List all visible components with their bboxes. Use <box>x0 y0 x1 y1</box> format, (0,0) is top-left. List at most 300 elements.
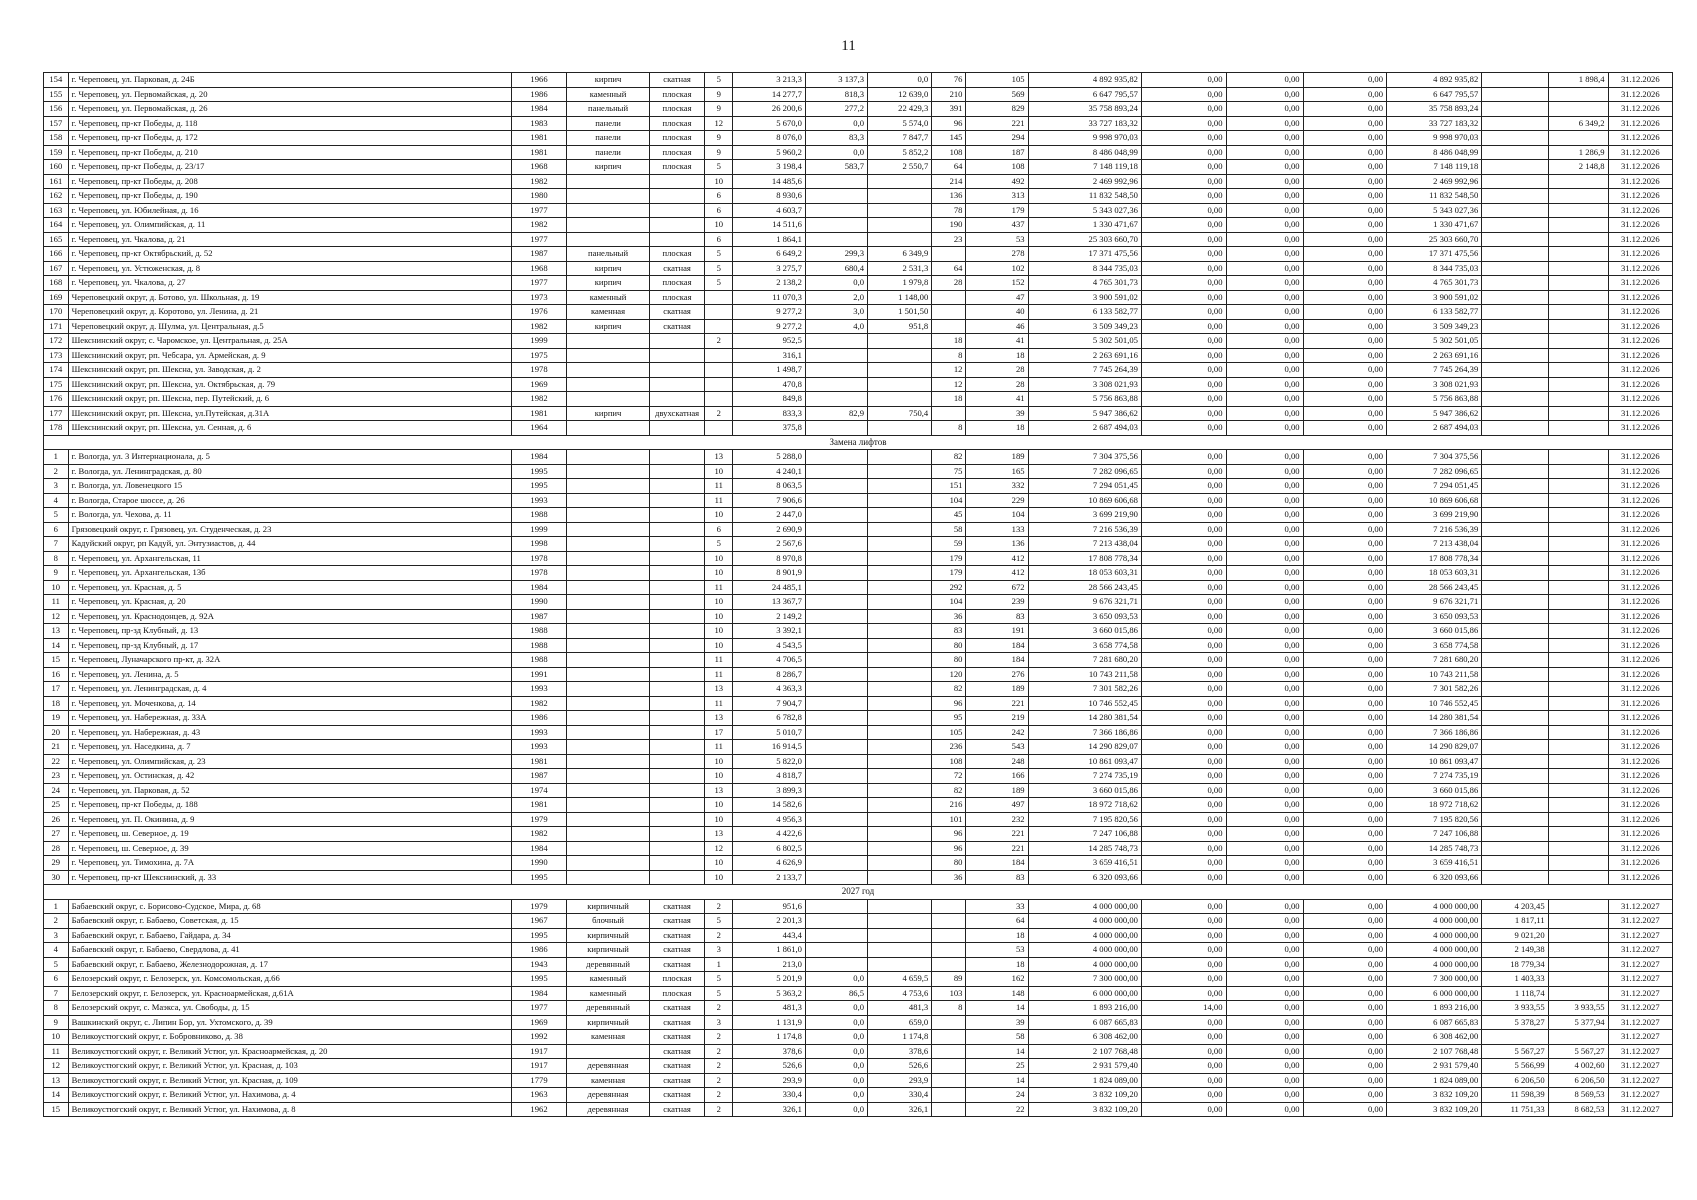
fund-share-cell: 0,00 <box>1141 609 1226 624</box>
wall-material-cell: панели <box>567 145 649 160</box>
total-area-cell: 4 956,3 <box>733 812 806 827</box>
total-area-cell: 3 275,7 <box>733 261 806 276</box>
wall-material-cell <box>567 174 649 189</box>
region-share-cell: 0,00 <box>1226 406 1303 421</box>
residents-count-cell: 332 <box>966 479 1028 494</box>
unit-cost-cell <box>1482 856 1548 871</box>
municipal-share-cell: 0,00 <box>1303 725 1386 740</box>
row-number-cell: 10 <box>44 1030 69 1045</box>
address-cell: Великоустюгский округ, г. Великий Устюг, ул. Красная, д. 109 <box>68 1073 511 1088</box>
region-share-cell: 0,00 <box>1226 696 1303 711</box>
address-cell: г. Вологда, ул. Ловенецкого 15 <box>68 479 511 494</box>
owners-funds-cell: 4 000 000,00 <box>1387 914 1482 929</box>
region-share-cell: 0,00 <box>1226 986 1303 1001</box>
year-built-cell: 1974 <box>511 783 567 798</box>
max-unit-cost-cell <box>1548 566 1608 581</box>
apartments-count-cell <box>932 319 966 334</box>
residential-area-cell <box>868 450 932 465</box>
residential-area-cell <box>868 609 932 624</box>
roof-type-cell <box>649 740 705 755</box>
residential-area-cell <box>868 783 932 798</box>
roof-type-cell <box>649 203 705 218</box>
unit-cost-cell <box>1482 203 1548 218</box>
max-unit-cost-cell <box>1548 493 1608 508</box>
municipal-share-cell: 0,00 <box>1303 1044 1386 1059</box>
floors-cell: 5 <box>705 73 733 88</box>
residents-count-cell: 248 <box>966 754 1028 769</box>
address-cell: г. Череповец, пр-зд Клубный, д. 13 <box>68 624 511 639</box>
owners-funds-cell: 4 000 000,00 <box>1387 928 1482 943</box>
region-share-cell: 0,00 <box>1226 928 1303 943</box>
max-unit-cost-cell <box>1548 711 1608 726</box>
floors-cell: 10 <box>705 566 733 581</box>
region-share-cell: 0,00 <box>1226 856 1303 871</box>
floors-cell: 5 <box>705 986 733 1001</box>
region-share-cell: 0,00 <box>1226 392 1303 407</box>
residents-count-cell: 64 <box>966 914 1028 929</box>
fund-share-cell: 0,00 <box>1141 87 1226 102</box>
residents-count-cell: 191 <box>966 624 1028 639</box>
total-cost-cell: 5 343 027,36 <box>1028 203 1141 218</box>
table-row <box>44 957 1673 972</box>
nonresidential-area-cell <box>805 334 867 349</box>
wall-material-cell: кирпич <box>567 261 649 276</box>
nonresidential-area-cell <box>805 508 867 523</box>
floors-cell: 10 <box>705 856 733 871</box>
nonresidential-area-cell: 4,0 <box>805 319 867 334</box>
unit-cost-cell <box>1482 261 1548 276</box>
total-cost-cell: 18 972 718,62 <box>1028 798 1141 813</box>
residential-area-cell <box>868 667 932 682</box>
roof-type-cell <box>649 798 705 813</box>
residential-area-cell <box>868 421 932 436</box>
nonresidential-area-cell <box>805 653 867 668</box>
owners-funds-cell: 8 344 735,03 <box>1387 261 1482 276</box>
residential-area-cell: 293,9 <box>868 1073 932 1088</box>
total-cost-cell: 3 659 416,51 <box>1028 856 1141 871</box>
address-cell: г. Череповец, ул. Устюженская, д. 8 <box>68 261 511 276</box>
table-row <box>44 856 1673 871</box>
unit-cost-cell <box>1482 711 1548 726</box>
row-number-cell: 155 <box>44 87 69 102</box>
region-share-cell: 0,00 <box>1226 1044 1303 1059</box>
table-row <box>44 406 1673 421</box>
residential-area-cell <box>868 203 932 218</box>
completion-date-cell: 31.12.2026 <box>1608 232 1672 247</box>
table-row <box>44 508 1673 523</box>
total-area-cell: 293,9 <box>733 1073 806 1088</box>
region-share-cell: 0,00 <box>1226 334 1303 349</box>
completion-date-cell: 31.12.2027 <box>1608 986 1672 1001</box>
total-cost-cell: 10 869 606,68 <box>1028 493 1141 508</box>
fund-share-cell: 0,00 <box>1141 754 1226 769</box>
max-unit-cost-cell: 4 002,60 <box>1548 1059 1608 1074</box>
nonresidential-area-cell: 83,3 <box>805 131 867 146</box>
residential-area-cell: 481,3 <box>868 1001 932 1016</box>
wall-material-cell <box>567 522 649 537</box>
unit-cost-cell <box>1482 1030 1548 1045</box>
wall-material-cell <box>567 566 649 581</box>
max-unit-cost-cell <box>1548 754 1608 769</box>
municipal-share-cell: 0,00 <box>1303 957 1386 972</box>
wall-material-cell <box>567 609 649 624</box>
table-row <box>44 740 1673 755</box>
roof-type-cell <box>649 841 705 856</box>
total-cost-cell: 4 000 000,00 <box>1028 914 1141 929</box>
unit-cost-cell: 5 567,27 <box>1482 1044 1548 1059</box>
completion-date-cell: 31.12.2027 <box>1608 1001 1672 1016</box>
apartments-count-cell <box>932 899 966 914</box>
year-built-cell: 1990 <box>511 856 567 871</box>
municipal-share-cell: 0,00 <box>1303 450 1386 465</box>
owners-funds-cell: 7 366 186,86 <box>1387 725 1482 740</box>
floors-cell: 2 <box>705 1102 733 1117</box>
owners-funds-cell: 2 687 494,03 <box>1387 421 1482 436</box>
municipal-share-cell: 0,00 <box>1303 1015 1386 1030</box>
fund-share-cell: 0,00 <box>1141 508 1226 523</box>
roof-type-cell <box>649 174 705 189</box>
wall-material-cell <box>567 696 649 711</box>
roof-type-cell: скатная <box>649 943 705 958</box>
municipal-share-cell: 0,00 <box>1303 899 1386 914</box>
row-number-cell: 158 <box>44 131 69 146</box>
address-cell: г. Череповец, пр-зд Клубный, д. 17 <box>68 638 511 653</box>
table-row <box>44 580 1673 595</box>
floors-cell: 13 <box>705 783 733 798</box>
fund-share-cell: 0,00 <box>1141 189 1226 204</box>
owners-funds-cell: 3 659 416,51 <box>1387 856 1482 871</box>
apartments-count-cell: 190 <box>932 218 966 233</box>
owners-funds-cell: 7 300 000,00 <box>1387 972 1482 987</box>
floors-cell: 5 <box>705 276 733 291</box>
row-number-cell: 6 <box>44 972 69 987</box>
fund-share-cell: 0,00 <box>1141 232 1226 247</box>
year-built-cell: 1986 <box>511 943 567 958</box>
owners-funds-cell: 3 509 349,23 <box>1387 319 1482 334</box>
fund-share-cell: 0,00 <box>1141 899 1226 914</box>
year-built-cell: 1969 <box>511 1015 567 1030</box>
total-cost-cell: 17 808 778,34 <box>1028 551 1141 566</box>
table-row <box>44 247 1673 262</box>
nonresidential-area-cell: 0,0 <box>805 1059 867 1074</box>
nonresidential-area-cell <box>805 551 867 566</box>
max-unit-cost-cell <box>1548 508 1608 523</box>
floors-cell: 10 <box>705 551 733 566</box>
address-cell: г. Череповец, Луначарского пр-кт, д. 32А <box>68 653 511 668</box>
total-cost-cell: 3 658 774,58 <box>1028 638 1141 653</box>
table-row <box>44 450 1673 465</box>
apartments-count-cell <box>932 290 966 305</box>
roof-type-cell <box>649 189 705 204</box>
residents-count-cell: 133 <box>966 522 1028 537</box>
table-row <box>44 1059 1673 1074</box>
fund-share-cell: 0,00 <box>1141 203 1226 218</box>
total-area-cell: 526,6 <box>733 1059 806 1074</box>
row-number-cell: 12 <box>44 1059 69 1074</box>
total-area-cell: 7 906,6 <box>733 493 806 508</box>
nonresidential-area-cell: 0,0 <box>805 145 867 160</box>
max-unit-cost-cell <box>1548 943 1608 958</box>
row-number-cell: 4 <box>44 493 69 508</box>
residential-area-cell: 22 429,3 <box>868 102 932 117</box>
max-unit-cost-cell <box>1548 624 1608 639</box>
total-cost-cell: 7 148 119,18 <box>1028 160 1141 175</box>
fund-share-cell: 0,00 <box>1141 305 1226 320</box>
owners-funds-cell: 8 486 048,99 <box>1387 145 1482 160</box>
roof-type-cell <box>649 711 705 726</box>
total-area-cell: 3 392,1 <box>733 624 806 639</box>
table-row <box>44 914 1673 929</box>
table-row <box>44 232 1673 247</box>
address-cell: г. Череповец, пр-кт Победы, д. 172 <box>68 131 511 146</box>
nonresidential-area-cell <box>805 363 867 378</box>
table-row <box>44 174 1673 189</box>
row-number-cell: 17 <box>44 682 69 697</box>
completion-date-cell: 31.12.2026 <box>1608 812 1672 827</box>
municipal-share-cell: 0,00 <box>1303 363 1386 378</box>
fund-share-cell: 0,00 <box>1141 392 1226 407</box>
total-cost-cell: 4 000 000,00 <box>1028 943 1141 958</box>
completion-date-cell: 31.12.2026 <box>1608 740 1672 755</box>
residents-count-cell: 179 <box>966 203 1028 218</box>
address-cell: г. Череповец, ул. Архангельская, 13б <box>68 566 511 581</box>
total-area-cell: 14 582,6 <box>733 798 806 813</box>
table-row <box>44 319 1673 334</box>
owners-funds-cell: 7 301 582,26 <box>1387 682 1482 697</box>
residential-area-cell <box>868 522 932 537</box>
total-cost-cell: 7 366 186,86 <box>1028 725 1141 740</box>
region-share-cell: 0,00 <box>1226 102 1303 117</box>
roof-type-cell <box>649 348 705 363</box>
row-number-cell: 15 <box>44 653 69 668</box>
address-cell: Шекснинский округ, рп. Шексна, ул.Путейская, д.31А <box>68 406 511 421</box>
address-cell: Бабаевский округ, г. Бабаево, Свердлова, д. 41 <box>68 943 511 958</box>
owners-funds-cell: 7 195 820,56 <box>1387 812 1482 827</box>
apartments-count-cell: 104 <box>932 595 966 610</box>
max-unit-cost-cell <box>1548 421 1608 436</box>
completion-date-cell: 31.12.2026 <box>1608 450 1672 465</box>
municipal-share-cell: 0,00 <box>1303 972 1386 987</box>
floors-cell: 3 <box>705 1015 733 1030</box>
max-unit-cost-cell <box>1548 87 1608 102</box>
nonresidential-area-cell <box>805 218 867 233</box>
address-cell: г. Вологда, ул. Чехова, д. 11 <box>68 508 511 523</box>
completion-date-cell: 31.12.2026 <box>1608 798 1672 813</box>
owners-funds-cell: 1 330 471,67 <box>1387 218 1482 233</box>
fund-share-cell: 0,00 <box>1141 566 1226 581</box>
wall-material-cell <box>567 189 649 204</box>
year-built-cell: 1982 <box>511 218 567 233</box>
region-share-cell: 0,00 <box>1226 305 1303 320</box>
wall-material-cell: деревянная <box>567 1059 649 1074</box>
floors-cell: 5 <box>705 537 733 552</box>
owners-funds-cell: 3 660 015,86 <box>1387 783 1482 798</box>
total-area-cell: 375,8 <box>733 421 806 436</box>
wall-material-cell <box>567 754 649 769</box>
unit-cost-cell <box>1482 102 1548 117</box>
max-unit-cost-cell <box>1548 464 1608 479</box>
owners-funds-cell: 35 758 893,24 <box>1387 102 1482 117</box>
residents-count-cell: 492 <box>966 174 1028 189</box>
max-unit-cost-cell <box>1548 363 1608 378</box>
section-title: 2027 год <box>44 885 1673 900</box>
max-unit-cost-cell <box>1548 783 1608 798</box>
total-area-cell: 11 070,3 <box>733 290 806 305</box>
region-share-cell: 0,00 <box>1226 1102 1303 1117</box>
owners-funds-cell: 4 000 000,00 <box>1387 957 1482 972</box>
unit-cost-cell <box>1482 116 1548 131</box>
completion-date-cell: 31.12.2027 <box>1608 1102 1672 1117</box>
table-row <box>44 769 1673 784</box>
row-number-cell: 162 <box>44 189 69 204</box>
total-cost-cell: 6 320 093,66 <box>1028 870 1141 885</box>
nonresidential-area-cell <box>805 464 867 479</box>
roof-type-cell: плоская <box>649 290 705 305</box>
completion-date-cell: 31.12.2026 <box>1608 725 1672 740</box>
roof-type-cell: плоская <box>649 87 705 102</box>
completion-date-cell: 31.12.2026 <box>1608 203 1672 218</box>
fund-share-cell: 0,00 <box>1141 1015 1226 1030</box>
total-cost-cell: 8 344 735,03 <box>1028 261 1141 276</box>
total-cost-cell: 28 566 243,45 <box>1028 580 1141 595</box>
completion-date-cell: 31.12.2027 <box>1608 1073 1672 1088</box>
total-cost-cell: 6 087 665,83 <box>1028 1015 1141 1030</box>
row-number-cell: 6 <box>44 522 69 537</box>
apartments-count-cell: 36 <box>932 609 966 624</box>
table-row <box>44 943 1673 958</box>
year-built-cell: 1988 <box>511 624 567 639</box>
region-share-cell: 0,00 <box>1226 319 1303 334</box>
nonresidential-area-cell <box>805 783 867 798</box>
max-unit-cost-cell <box>1548 174 1608 189</box>
unit-cost-cell: 6 206,50 <box>1482 1073 1548 1088</box>
wall-material-cell <box>567 551 649 566</box>
municipal-share-cell: 0,00 <box>1303 841 1386 856</box>
total-area-cell: 4 706,5 <box>733 653 806 668</box>
unit-cost-cell <box>1482 769 1548 784</box>
residents-count-cell: 162 <box>966 972 1028 987</box>
owners-funds-cell: 5 343 027,36 <box>1387 203 1482 218</box>
residential-area-cell <box>868 740 932 755</box>
residents-count-cell: 40 <box>966 305 1028 320</box>
floors-cell: 11 <box>705 479 733 494</box>
total-cost-cell: 2 931 579,40 <box>1028 1059 1141 1074</box>
address-cell: г. Череповец, ш. Северное, д. 39 <box>68 841 511 856</box>
completion-date-cell: 31.12.2026 <box>1608 290 1672 305</box>
year-built-cell: 1993 <box>511 725 567 740</box>
address-cell: г. Череповец, ул. Красная, д. 5 <box>68 580 511 595</box>
table-row <box>44 870 1673 885</box>
floors-cell: 10 <box>705 769 733 784</box>
region-share-cell: 0,00 <box>1226 363 1303 378</box>
nonresidential-area-cell <box>805 856 867 871</box>
owners-funds-cell: 3 308 021,93 <box>1387 377 1482 392</box>
row-number-cell: 14 <box>44 1088 69 1103</box>
floors-cell: 10 <box>705 638 733 653</box>
year-built-cell: 1981 <box>511 798 567 813</box>
year-built-cell: 1981 <box>511 754 567 769</box>
table-row <box>44 841 1673 856</box>
region-share-cell: 0,00 <box>1226 203 1303 218</box>
row-number-cell: 9 <box>44 566 69 581</box>
apartments-count-cell <box>932 1102 966 1117</box>
municipal-share-cell: 0,00 <box>1303 783 1386 798</box>
region-share-cell: 0,00 <box>1226 972 1303 987</box>
fund-share-cell: 0,00 <box>1141 783 1226 798</box>
residential-area-cell <box>868 725 932 740</box>
residential-area-cell <box>868 812 932 827</box>
fund-share-cell: 0,00 <box>1141 740 1226 755</box>
fund-share-cell: 0,00 <box>1141 377 1226 392</box>
address-cell: г. Череповец, ул. Олимпийская, д. 11 <box>68 218 511 233</box>
completion-date-cell: 31.12.2026 <box>1608 102 1672 117</box>
region-share-cell: 0,00 <box>1226 899 1303 914</box>
owners-funds-cell: 6 000 000,00 <box>1387 986 1482 1001</box>
residents-count-cell: 104 <box>966 508 1028 523</box>
residential-area-cell: 326,1 <box>868 1102 932 1117</box>
unit-cost-cell <box>1482 522 1548 537</box>
year-built-cell: 1975 <box>511 348 567 363</box>
floors-cell <box>705 392 733 407</box>
apartments-count-cell: 82 <box>932 450 966 465</box>
floors-cell: 5 <box>705 972 733 987</box>
residential-area-cell <box>868 754 932 769</box>
roof-type-cell: скатная <box>649 305 705 320</box>
row-number-cell: 173 <box>44 348 69 363</box>
total-area-cell: 6 802,5 <box>733 841 806 856</box>
floors-cell: 6 <box>705 189 733 204</box>
fund-share-cell: 0,00 <box>1141 1073 1226 1088</box>
row-number-cell: 175 <box>44 377 69 392</box>
total-area-cell: 951,6 <box>733 899 806 914</box>
address-cell: Белозерский округ, г. Белозерск, ул. Красноармейская, д.61А <box>68 986 511 1001</box>
roof-type-cell <box>649 479 705 494</box>
residential-area-cell <box>868 943 932 958</box>
table-row <box>44 551 1673 566</box>
row-number-cell: 11 <box>44 595 69 610</box>
residents-count-cell: 105 <box>966 73 1028 88</box>
year-built-cell: 1982 <box>511 392 567 407</box>
unit-cost-cell <box>1482 377 1548 392</box>
row-number-cell: 3 <box>44 479 69 494</box>
max-unit-cost-cell <box>1548 232 1608 247</box>
apartments-count-cell: 8 <box>932 348 966 363</box>
roof-type-cell: плоская <box>649 145 705 160</box>
floors-cell: 5 <box>705 914 733 929</box>
region-share-cell: 0,00 <box>1226 450 1303 465</box>
floors-cell: 13 <box>705 450 733 465</box>
nonresidential-area-cell <box>805 203 867 218</box>
year-built-cell: 1980 <box>511 189 567 204</box>
municipal-share-cell: 0,00 <box>1303 1102 1386 1117</box>
total-area-cell: 2 447,0 <box>733 508 806 523</box>
floors-cell <box>705 363 733 378</box>
owners-funds-cell: 25 303 660,70 <box>1387 232 1482 247</box>
address-cell: Грязовецкий округ, г. Грязовец, ул. Студенческая, д. 23 <box>68 522 511 537</box>
wall-material-cell: блочный <box>567 914 649 929</box>
table-row <box>44 667 1673 682</box>
residents-count-cell: 437 <box>966 218 1028 233</box>
unit-cost-cell <box>1482 725 1548 740</box>
roof-type-cell <box>649 754 705 769</box>
floors-cell: 2 <box>705 406 733 421</box>
year-built-cell: 1963 <box>511 1088 567 1103</box>
wall-material-cell <box>567 363 649 378</box>
roof-type-cell: плоская <box>649 160 705 175</box>
row-number-cell: 5 <box>44 508 69 523</box>
residential-area-cell <box>868 189 932 204</box>
floors-cell: 6 <box>705 232 733 247</box>
